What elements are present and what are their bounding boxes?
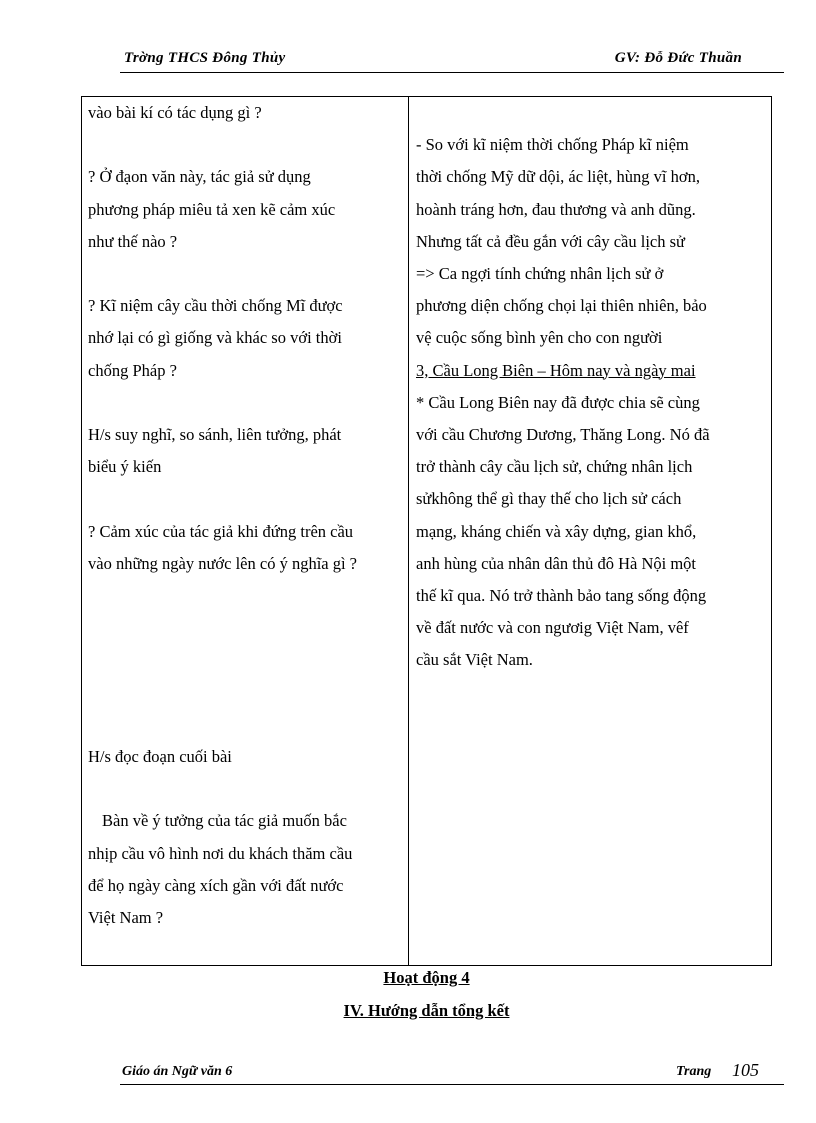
question-line: vào bài kí có tác dụng gì ?: [88, 103, 262, 122]
question-line: biểu ý kiến: [88, 457, 162, 477]
content-line: mạng, kháng chiến và xây dựng, gian khổ,: [416, 521, 697, 541]
school-name: Trờng THCS Đông Thủy: [124, 50, 286, 66]
content-line: cầu sắt Việt Nam.: [416, 650, 533, 670]
question-line: ? Ở đạon văn này, tác giả sử dụng: [88, 167, 311, 187]
column-divider: [408, 97, 409, 965]
content-line: hoành tráng hơn, đau thương và anh dũng.: [416, 199, 696, 219]
section-heading: 3, Cầu Long Biên – Hôm nay và ngày mai: [416, 360, 696, 380]
content-column: [416, 97, 762, 677]
content-line: phương diện chống chọi lại thiên nhiên, bảo: [416, 296, 707, 316]
question-line: để họ ngày càng xích gần với đất nước: [88, 875, 344, 895]
teacher-activity-column: [88, 97, 404, 934]
teacher-name: GV: Đỗ Đức Thuần: [614, 50, 742, 66]
content-line: sửkhông thể gì thay thế cho lịch sử cách: [416, 489, 682, 509]
page-header: [120, 50, 784, 73]
content-line: anh hùng của nhân dân thủ đô Hà Nội một: [416, 553, 696, 573]
content-line: thời chống Mỹ dữ dội, ác liệt, hùng vĩ hơn,: [416, 167, 700, 187]
content-line: trở thành cây cầu lịch sử, chứng nhân lịch: [416, 457, 693, 477]
content-line: vệ cuộc sống bình yên cho con người: [416, 328, 663, 348]
lesson-table: [81, 96, 772, 966]
content-line: - So với kĩ niệm thời chống Pháp kĩ niệm: [416, 135, 689, 155]
question-line: phương pháp miêu tả xen kẽ cảm xúc: [88, 199, 336, 219]
page-footer: [120, 1062, 784, 1085]
question-line: Bàn về ý tưởng của tác giả muốn bắc: [102, 811, 347, 831]
page-label: Trang: [676, 1064, 712, 1079]
document-title: Giáo án Ngữ văn 6: [122, 1064, 233, 1079]
content-line: Nhưng tất cả đều gắn với cây cầu lịch sử: [416, 231, 685, 251]
question-line: nhịp cầu vô hình nơi du khách thăm cầu: [88, 843, 353, 863]
question-line: Việt Nam ?: [88, 907, 164, 927]
page-number: 105: [732, 1060, 759, 1080]
question-line: ? Kĩ niệm cây cầu thời chống Mĩ được: [88, 296, 343, 316]
section-title: IV. Hướng dẫn tổng kết: [343, 1001, 510, 1020]
content-line: thế kĩ qua. Nó trở thành bảo tang sống động: [416, 586, 707, 606]
question-line: nhớ lại có gì giống và khác so với thời: [88, 328, 342, 348]
question-line: H/s đọc đoạn cuối bài: [88, 746, 232, 766]
content-line: * Cầu Long Biên nay đã được chia sẽ cùng: [416, 392, 700, 412]
question-line: H/s suy nghĩ, so sánh, liên tưởng, phát: [88, 424, 342, 444]
question-line: như thế nào ?: [88, 231, 178, 251]
activity-title: Hoạt động 4: [383, 968, 470, 987]
question-line: vào những ngày nước lên có ý nghĩa gì ?: [88, 553, 358, 573]
content-line: => Ca ngợi tính chứng nhân lịch sử ở: [416, 264, 664, 283]
question-line: chống Pháp ?: [88, 360, 177, 380]
question-line: ? Cảm xúc của tác giả khi đứng trên cầu: [88, 521, 354, 541]
content-line: về đất nước và con ngươig Việt Nam, vêf: [416, 618, 689, 638]
content-line: với cầu Chương Dương, Thăng Long. Nó đã: [416, 425, 710, 445]
